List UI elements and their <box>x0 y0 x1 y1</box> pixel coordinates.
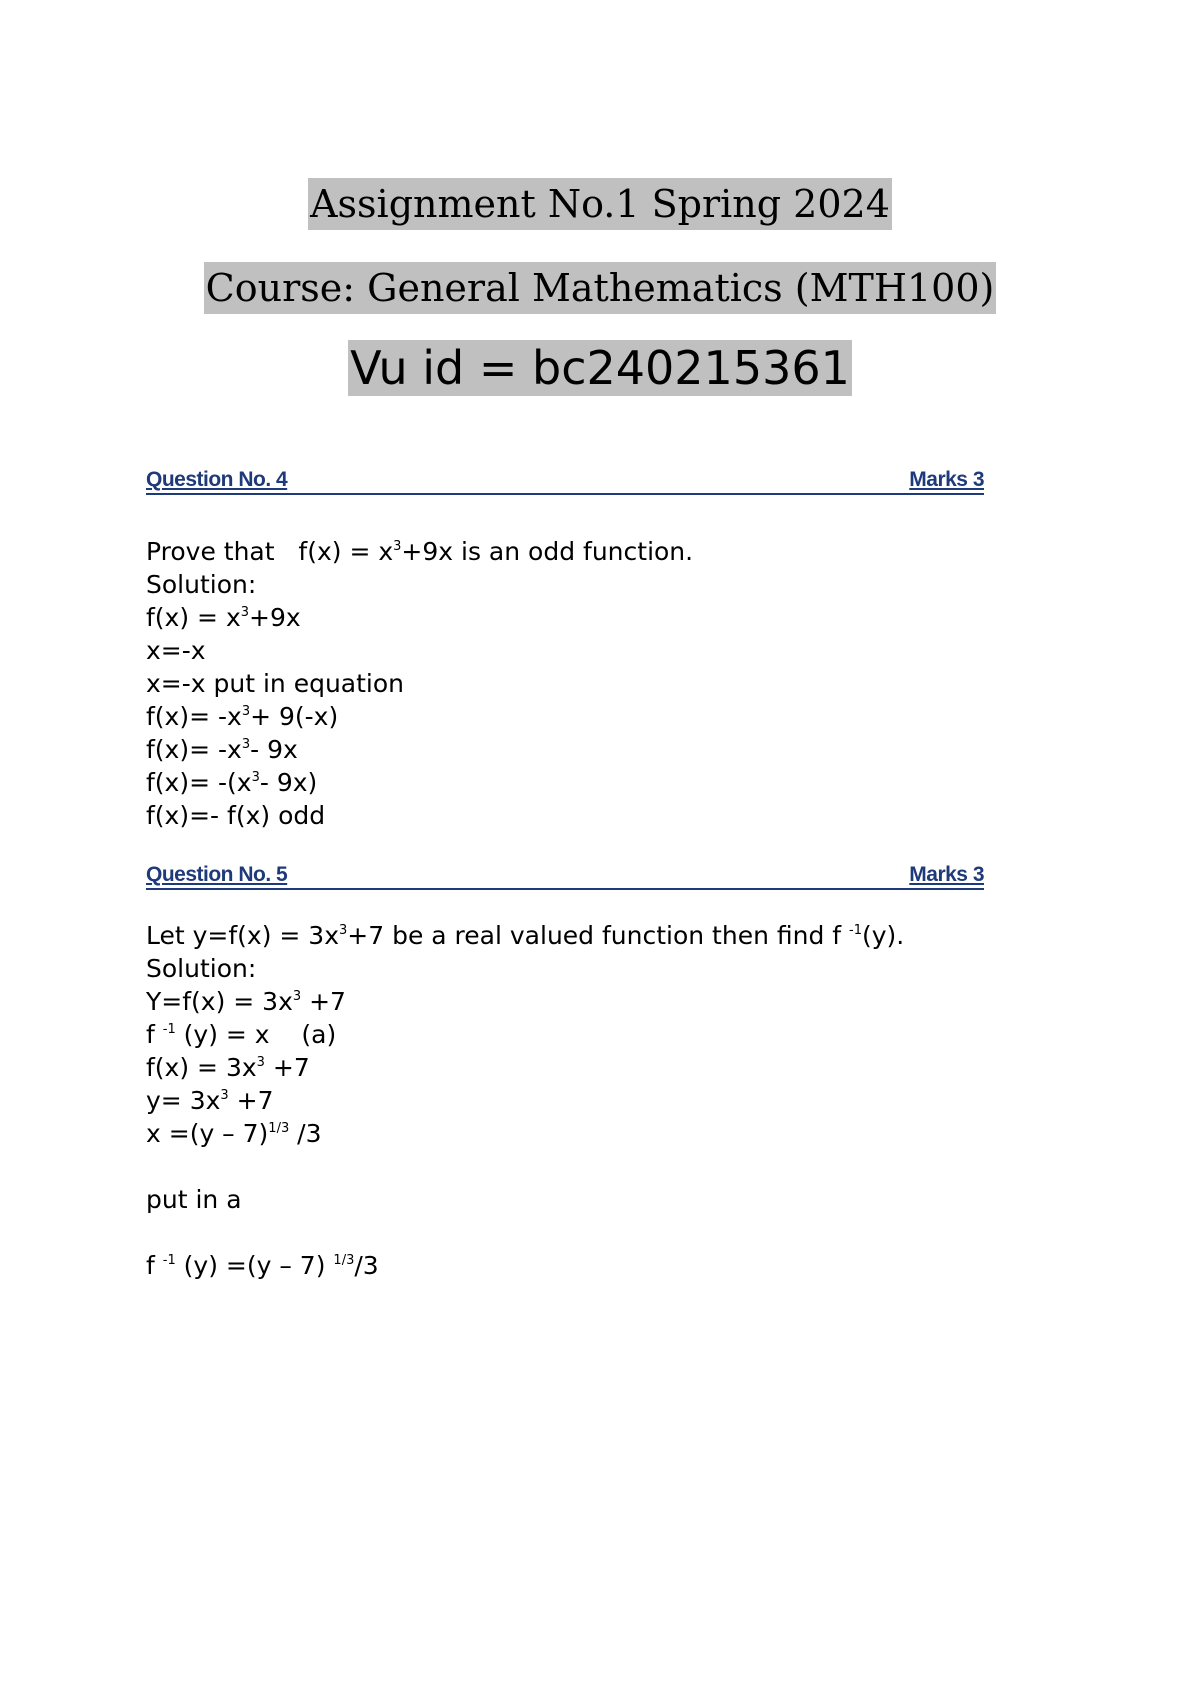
solution-line: $f(x)= -x^3-$ 9x <box>146 735 298 764</box>
solution-line: x =(y – 7)$^{1/3}$ /3 <box>146 1119 322 1148</box>
question-4-statement: Prove that $f(x) = x^3+9x$ is an odd function. <box>146 537 694 566</box>
solution-line: $f(x) = x^3+9x$ <box>146 603 301 632</box>
question-4-heading <box>146 467 984 495</box>
solution-line: $f(x)= -(x^3-$ 9x) <box>146 768 318 797</box>
question-5-label: Question No. 5 <box>146 863 288 886</box>
question-5-heading <box>146 862 984 890</box>
blank-line <box>146 1216 904 1249</box>
solution-line: Solution: <box>146 954 257 983</box>
solution-line: $y= 3x^3 +7$ <box>146 1086 274 1115</box>
solution-line: Solution: <box>146 570 257 599</box>
final-answer-line: f $^{-1}$ (y) =(y – 7) $^{1/3}$/3 <box>146 1251 379 1280</box>
solution-line: f(x)=- f(x) odd <box>146 801 326 830</box>
blank-line <box>146 1150 904 1183</box>
course-title: Course: General Mathematics (MTH100) <box>204 262 997 314</box>
question-4-body <box>146 535 693 832</box>
question-4-marks: Marks 3 <box>909 468 984 491</box>
solution-line: $Y=f(x) = 3x^3 +7$ <box>146 987 346 1016</box>
solution-line: $f(x)= -x^3+ 9(-x)$ <box>146 702 339 731</box>
vu-id: Vu id = bc240215361 <box>350 341 850 395</box>
vu-id-line <box>0 340 1200 396</box>
solution-line: x=-x put in equation <box>146 669 405 698</box>
assignment-title-line <box>0 178 1200 230</box>
course-title-line <box>0 262 1200 314</box>
solution-line: $f(x) = 3x^3 +7$ <box>146 1053 310 1082</box>
put-in-line: put in a <box>146 1185 242 1214</box>
assignment-title: Assignment No.1 Spring 2024 <box>308 178 892 230</box>
question-5-body <box>146 919 904 1282</box>
question-5-marks: Marks 3 <box>909 863 984 886</box>
solution-line: f $^{-1}$ (y) = x (a) <box>146 1020 337 1049</box>
question-4-label: Question No. 4 <box>146 468 288 491</box>
solution-line: x=-x <box>146 636 206 665</box>
question-5-statement: Let $y=f(x) = 3x^3+7$ be a real valued function then find f $^{-1}$(y). <box>146 921 905 950</box>
